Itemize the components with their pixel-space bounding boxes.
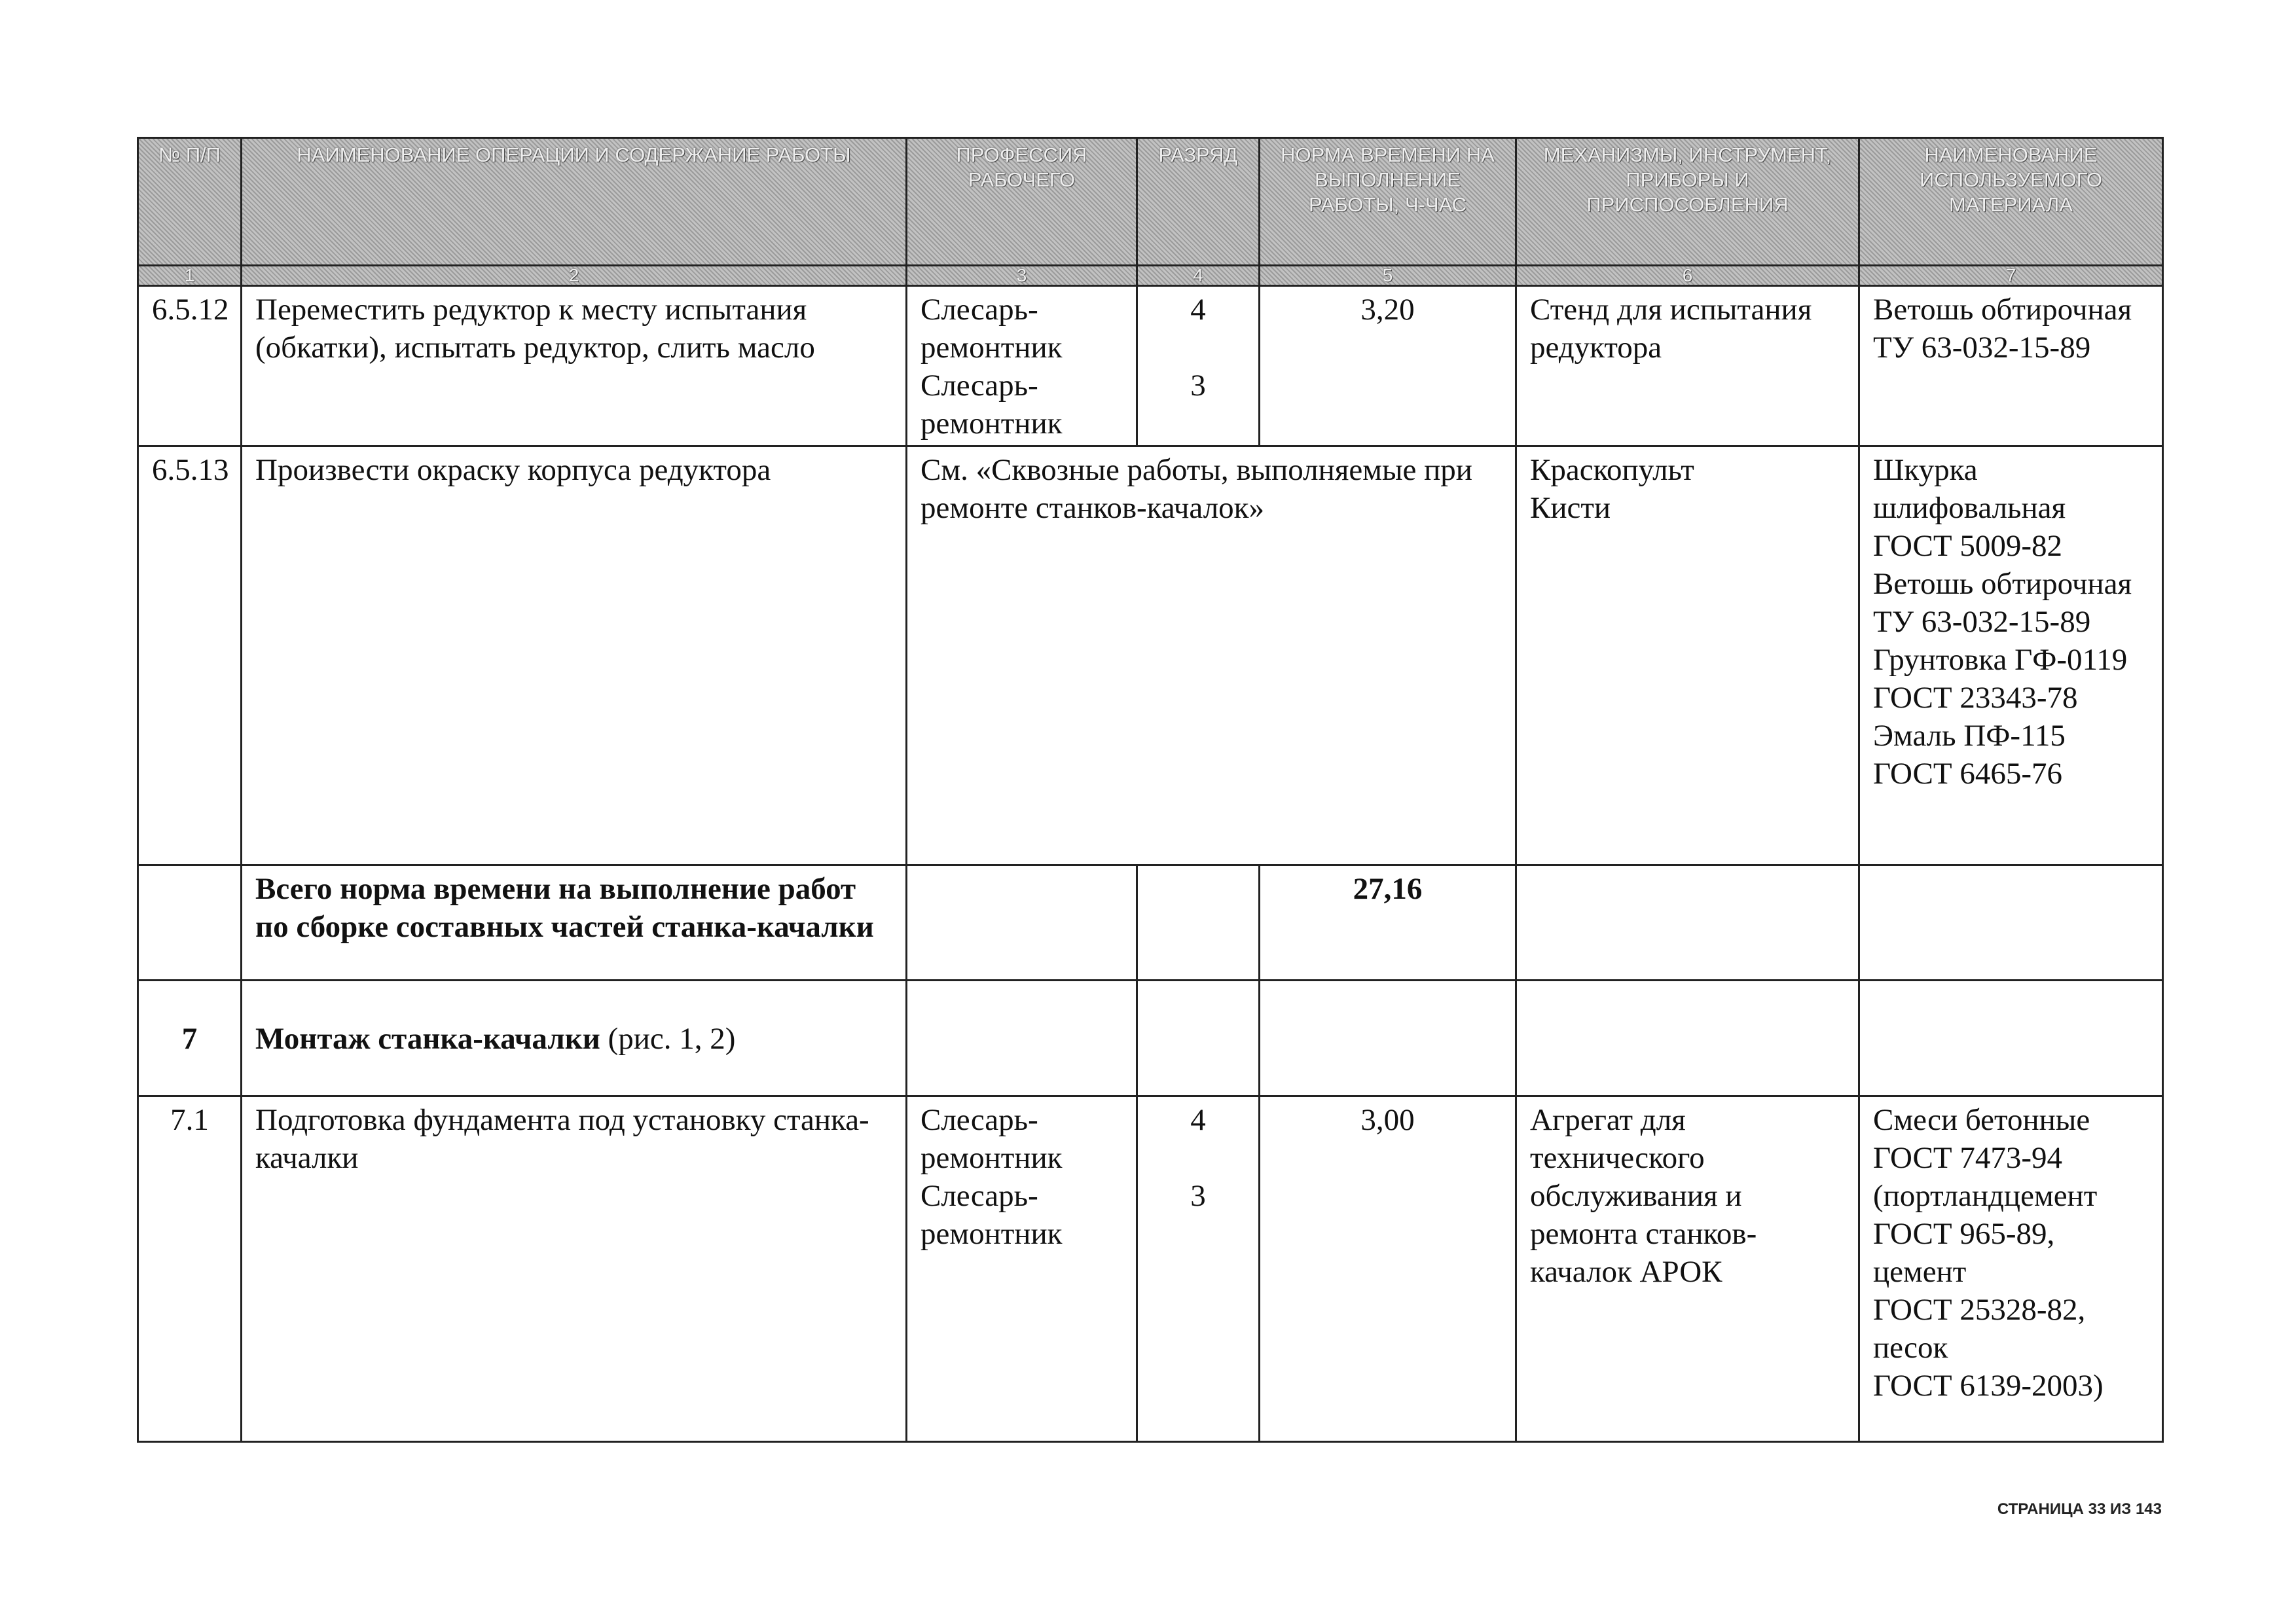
row-number: 6.5.12 (138, 286, 242, 446)
material-text: ГОСТ 23343-78 (1873, 681, 2078, 715)
profession-text: Слесарь-ремонтник (920, 293, 1063, 365)
header-materials: НАИМЕНОВАНИЕ ИСПОЛЬЗУЕМОГО МАТЕРИАЛА (1859, 138, 2163, 266)
column-number: 1 (138, 266, 242, 286)
tools-text: Стенд для испытания редуктора (1516, 286, 1859, 446)
material-text: ГОСТ 7473-94 (1873, 1141, 2062, 1175)
empty-cell (1137, 865, 1260, 981)
section-title (242, 981, 907, 1096)
operation-text: Произвести окраску корпуса редуктора (242, 446, 907, 865)
tools-cell (1516, 446, 1859, 865)
column-number: 3 (907, 266, 1137, 286)
empty-cell (1260, 981, 1516, 1096)
material-text: Ветошь обтирочная (1873, 293, 2132, 327)
header-operation: НАИМЕНОВАНИЕ ОПЕРАЦИИ И СОДЕРЖАНИЕ РАБОТЫ (242, 138, 907, 266)
header-grade: РАЗРЯД (1137, 138, 1260, 266)
total-row (138, 865, 2163, 981)
material-text: ГОСТ 6465-76 (1873, 757, 2062, 791)
profession-cell (907, 1096, 1137, 1442)
material-text: ГОСТ 965-89, (1873, 1217, 2055, 1251)
norm-value: 3,20 (1260, 286, 1516, 446)
material-text: Грунтовка ГФ-0119 (1873, 643, 2128, 677)
material-text: ТУ 63-032-15-89 (1873, 331, 2091, 365)
empty-cell (907, 981, 1137, 1096)
header-tools: МЕХАНИЗМЫ, ИНСТРУМЕНТ, ПРИБОРЫ И ПРИСПОСОБЛЕНИЯ (1516, 138, 1859, 266)
profession-text: Слесарь-ремонтник (920, 1103, 1063, 1175)
tool-text: Кисти (1530, 491, 1611, 525)
profession-cell (907, 286, 1137, 446)
grade-value: 3 (1190, 1179, 1206, 1213)
header-profession: ПРОФЕССИЯ РАБОЧЕГО (907, 138, 1137, 266)
table-row (138, 446, 2163, 865)
material-text: (портландцемент (1873, 1179, 2098, 1213)
material-text: Шкурка шлифовальная (1873, 453, 2066, 525)
norms-table (137, 137, 2164, 1443)
profession-text: Слесарь-ремонтник (920, 369, 1063, 441)
grade-value: 3 (1190, 369, 1206, 403)
table-row (138, 1096, 2163, 1442)
materials-cell (1859, 446, 2163, 865)
column-number: 5 (1260, 266, 1516, 286)
header-norm: НОРМА ВРЕМЕНИ НА ВЫПОЛНЕНИЕ РАБОТЫ, Ч-ЧАС (1260, 138, 1516, 266)
header-row (138, 138, 2163, 266)
empty-cell (138, 865, 242, 981)
section-row (138, 981, 2163, 1096)
empty-cell (1516, 981, 1859, 1096)
empty-cell (1859, 981, 2163, 1096)
column-number: 7 (1859, 266, 2163, 286)
grade-cell (1137, 286, 1260, 446)
tool-text: Краскопульт (1530, 453, 1694, 487)
operation-text: Подготовка фундамента под установку станка-качалки (242, 1096, 907, 1442)
material-text: песок (1873, 1331, 1948, 1365)
page-number: СТРАНИЦА 33 ИЗ 143 (1997, 1500, 2162, 1518)
section-title-bold: Монтаж станка-качалки (255, 1022, 600, 1056)
column-number: 2 (242, 266, 907, 286)
material-text: Смеси бетонные (1873, 1103, 2090, 1137)
section-number: 7 (138, 981, 242, 1096)
empty-cell (1859, 865, 2163, 981)
column-number: 6 (1516, 266, 1859, 286)
grade-value: 4 (1190, 1103, 1206, 1137)
material-text: Ветошь обтирочная (1873, 567, 2132, 601)
tools-text: Агрегат для технического обслуживания и ремонта станков-качалок АРОК (1516, 1096, 1859, 1442)
material-text: цемент (1873, 1255, 1967, 1289)
material-text: ТУ 63-032-15-89 (1873, 605, 2091, 639)
row-number: 6.5.13 (138, 446, 242, 865)
total-label: Всего норма времени на выполнение работ по сборке составных частей станка-качалки (242, 865, 907, 981)
row-number: 7.1 (138, 1096, 242, 1442)
grade-value: 4 (1190, 293, 1206, 327)
section-title-rest: (рис. 1, 2) (600, 1022, 736, 1056)
material-text: Эмаль ПФ-115 (1873, 719, 2066, 753)
material-text: ГОСТ 25328-82, (1873, 1293, 2086, 1327)
material-text: ГОСТ 6139-2003) (1873, 1369, 2104, 1403)
material-text: ГОСТ 5009-82 (1873, 529, 2062, 563)
empty-cell (1516, 865, 1859, 981)
empty-cell (907, 865, 1137, 981)
operation-text: Переместить редуктор к месту испытания (обкатки), испытать редуктор, слить масло (242, 286, 907, 446)
profession-text: Слесарь-ремонтник (920, 1179, 1063, 1251)
column-number: 4 (1137, 266, 1260, 286)
column-number-row (138, 266, 2163, 286)
materials-cell (1859, 1096, 2163, 1442)
header-number: № П/П (138, 138, 242, 266)
see-also-text: См. «Сквозные работы, выполняемые при ремонте станков-качалок» (907, 446, 1516, 865)
empty-cell (1137, 981, 1260, 1096)
grade-cell (1137, 1096, 1260, 1442)
materials-cell (1859, 286, 2163, 446)
norm-value: 3,00 (1260, 1096, 1516, 1442)
table-row (138, 286, 2163, 446)
total-norm-value: 27,16 (1260, 865, 1516, 981)
